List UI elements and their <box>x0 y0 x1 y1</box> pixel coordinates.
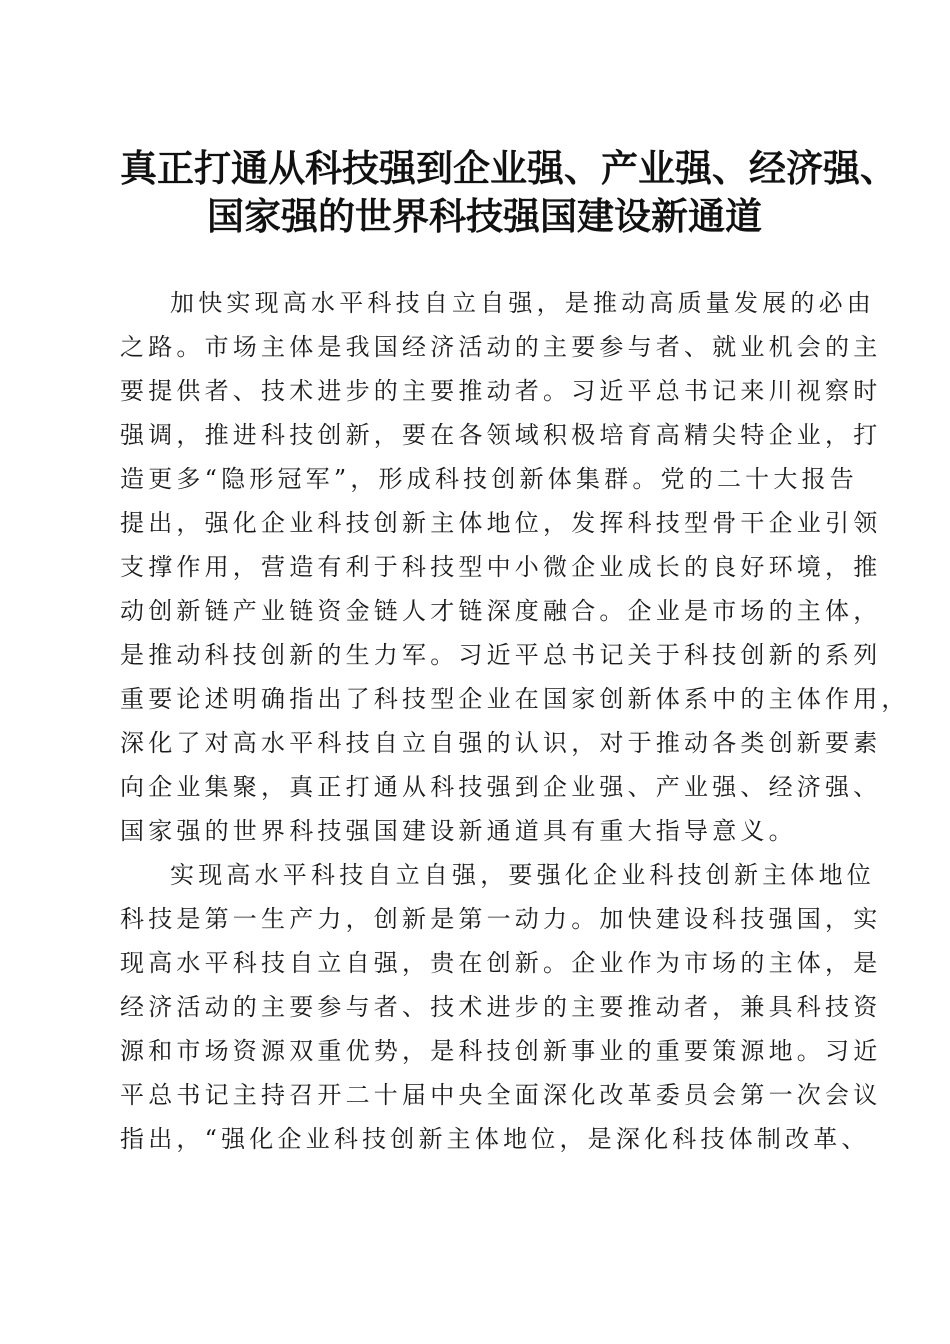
paragraph-line: 科技是第一生产力，创新是第一动力。加快建设科技强国，实 <box>120 905 882 933</box>
paragraph-line: 强调，推进科技创新，要在各领域积极培育高精尖特企业，打 <box>120 421 882 449</box>
paragraph-line: 平总书记主持召开二十届中央全面深化改革委员会第一次会议 <box>120 1081 882 1109</box>
paragraph-line: 经济活动的主要参与者、技术进步的主要推动者，兼具科技资 <box>120 993 882 1021</box>
paragraph-line: 深化了对高水平科技自立自强的认识，对于推动各类创新要素 <box>120 729 882 757</box>
paragraph-line: 现高水平科技自立自强，贵在创新。企业作为市场的主体，是 <box>120 949 882 977</box>
section-heading-line: 实现高水平科技自立自强，要强化企业科技创新主体地位 <box>170 861 875 889</box>
paragraph-line: 源和市场资源双重优势，是科技创新事业的重要策源地。习近 <box>120 1037 882 1065</box>
paragraph-line: 指出，“强化企业科技创新主体地位，是深化科技体制改革、 <box>120 1125 870 1153</box>
paragraph-line: 加快实现高水平科技自立自强，是推动高质量发展的必由 <box>170 289 875 317</box>
paragraph-line: 提出，强化企业科技创新主体地位，发挥科技型骨干企业引领 <box>120 509 882 537</box>
paragraph-line: 是推动科技创新的生力军。习近平总书记关于科技创新的系列 <box>120 641 882 669</box>
paragraph-line: 之路。市场主体是我国经济活动的主要参与者、就业机会的主 <box>120 333 882 361</box>
paragraph-line: 重要论述明确指出了科技型企业在国家创新体系中的主体作用， <box>120 685 910 713</box>
paragraph-line: 国家强的世界科技强国建设新通道具有重大指导意义。 <box>120 817 797 845</box>
document-title-line-2: 国家强的世界科技强国建设新通道 <box>207 194 762 238</box>
document-title-line-1: 真正打通从科技强到企业强、产业强、经济强、 <box>120 146 897 190</box>
paragraph-line: 支撑作用，营造有利于科技型中小微企业成长的良好环境，推 <box>120 553 882 581</box>
paragraph-line: 向企业集聚，真正打通从科技强到企业强、产业强、经济强、 <box>120 773 882 801</box>
paragraph-line: 造更多“隐形冠军”，形成科技创新体集群。党的二十大报告 <box>120 465 858 493</box>
paragraph-line: 要提供者、技术进步的主要推动者。习近平总书记来川视察时 <box>120 377 882 405</box>
paragraph-line: 动创新链产业链资金链人才链深度融合。企业是市场的主体， <box>120 597 882 625</box>
